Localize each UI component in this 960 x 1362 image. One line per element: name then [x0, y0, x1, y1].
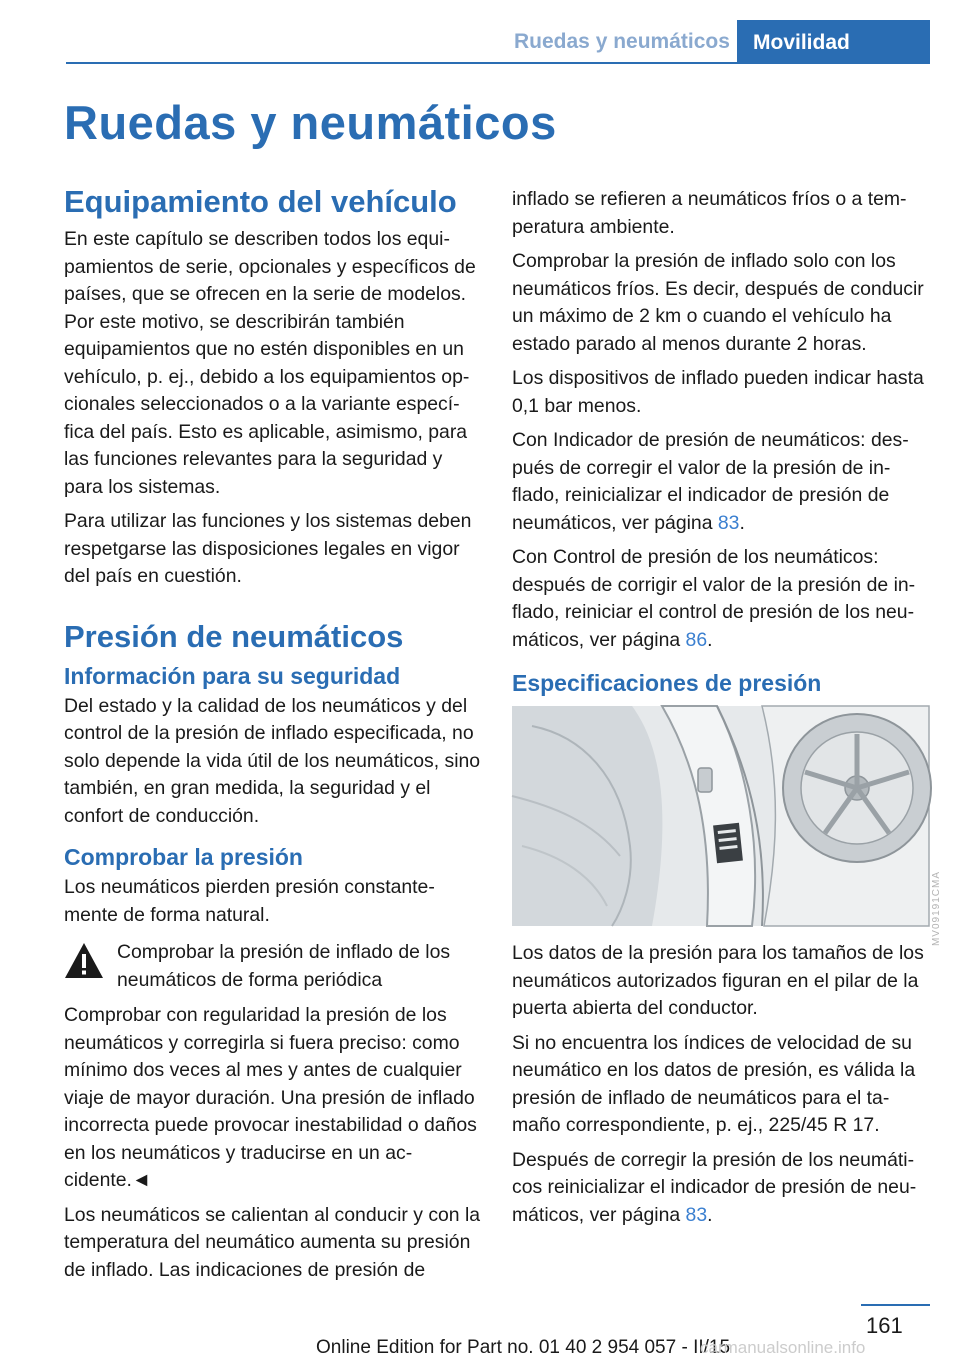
figure-code: MV09191CMA	[931, 871, 942, 947]
paragraph: Si no encuentra los índices de velocidad de su neumático en los datos de presión, es válida la presión de inflado de neumáticos para el tamaño correspondiente, p. ej., 225/45 R 17.	[512, 1031, 916, 1136]
paragraph: Después de corregir la presión de los neumáticos reinicializar el indicador de presión de neumáticos, ver página 83.	[512, 1148, 917, 1226]
page-number: 161	[866, 1313, 903, 1338]
header-section-label: Ruedas y neumáticos	[514, 30, 730, 53]
paragraph: Los datos de la presión para los tamaños de los neumáticos autorizados figuran en el pilar de la puerta abierta del conductor.	[512, 942, 924, 1019]
footer-rule	[861, 1304, 930, 1306]
watermark: carmanualsonline.info	[700, 1338, 866, 1357]
page-reference-link[interactable]: 86	[685, 628, 708, 651]
car-door-pillar-illustration	[512, 706, 929, 926]
heading-especificaciones: Especificaciones de presión	[512, 670, 822, 696]
paragraph: Los neumáticos se calientan al conducir y con la temperatura del neumático aumenta su presión de inflado. Las indicaciones de presión de	[64, 1203, 481, 1281]
paragraph: Comprobar con regularidad la presión de los neumáticos y corregirla si fuera preciso: como mínimo dos veces al mes y antes de cualquier viaje de mayor duración. Una presión de inflado incorrecta puede provocar inestabilidad o daños en los neumáticos y traducirse en un accidente.◄	[64, 1004, 477, 1191]
page-reference-link[interactable]: 83	[717, 511, 740, 534]
paragraph: Los neumáticos pierden presión constantemente de forma natural.	[64, 876, 435, 926]
page-title: Ruedas y neumáticos	[64, 96, 557, 149]
door-pillar-illustration	[512, 706, 942, 947]
heading-comprobar: Comprobar la presión	[64, 844, 303, 870]
warning-box	[64, 939, 482, 994]
warning-triangle-icon	[64, 941, 104, 981]
paragraph: Los dispositivos de inflado pueden indicar hasta 0,1 bar menos.	[512, 367, 924, 417]
heading-presion: Presión de neumáticos	[64, 618, 404, 654]
paragraph: En este capítulo se describen todos los equipamientos de serie, opcionales y específicos de países, que se ofrecen en la serie de modelos. Por este motivo, se describirán también equipamientos que no estén disponibles en un vehículo, p. ej., debido a los equipamientos opcionales seleccionados o a la variante específica del país. Esto es aplicable, asimismo, para las funciones relevantes para la seguridad y para los sistemas.	[64, 228, 476, 498]
paragraph: Del estado y la calidad de los neumáticos y del control de la presión de inflado especificada, no solo depende la vida útil de los neumáticos, sino también, en gran medida, la seguridad y el confort de conducción.	[64, 694, 481, 827]
footer-edition: Online Edition for Part no. 01 40 2 954 057 - II/15	[316, 1337, 731, 1358]
heading-equipamiento: Equipamiento del vehículo	[64, 184, 457, 219]
left-column	[64, 182, 482, 1291]
paragraph: Con Control de presión de los neumáticos: después de corrigir el valor de la presión de inflado, reiniciar el control de presión de los neumáticos, ver página 86.	[512, 546, 916, 651]
heading-info-seguridad: Información para su seguridad	[64, 662, 401, 689]
paragraph: Para utilizar las funciones y los sistemas deben respetgarse las disposiciones legales en vigor del país en cuestión.	[64, 510, 472, 587]
paragraph: inflado se refieren a neumáticos fríos o a temperatura ambiente.	[512, 188, 907, 238]
page-reference-link[interactable]: 83	[685, 1203, 708, 1226]
paragraph: Con Indicador de presión de neumáticos: después de corregir el valor de la presión de inflado, reinicializar el indicador de presión de neumáticos, ver página 83.	[512, 429, 909, 534]
paragraph: Comprobar la presión de inflado solo con los neumáticos fríos. Es decir, después de conducir un máximo de 2 km o cuando el vehículo ha estado parado al menos durante 2 horas.	[512, 250, 924, 355]
right-column	[512, 186, 942, 1236]
warning-text: Comprobar la presión de inflado de los neumáticos de forma periódica	[117, 941, 451, 991]
header-chapter-tab: Movilidad	[737, 20, 930, 64]
